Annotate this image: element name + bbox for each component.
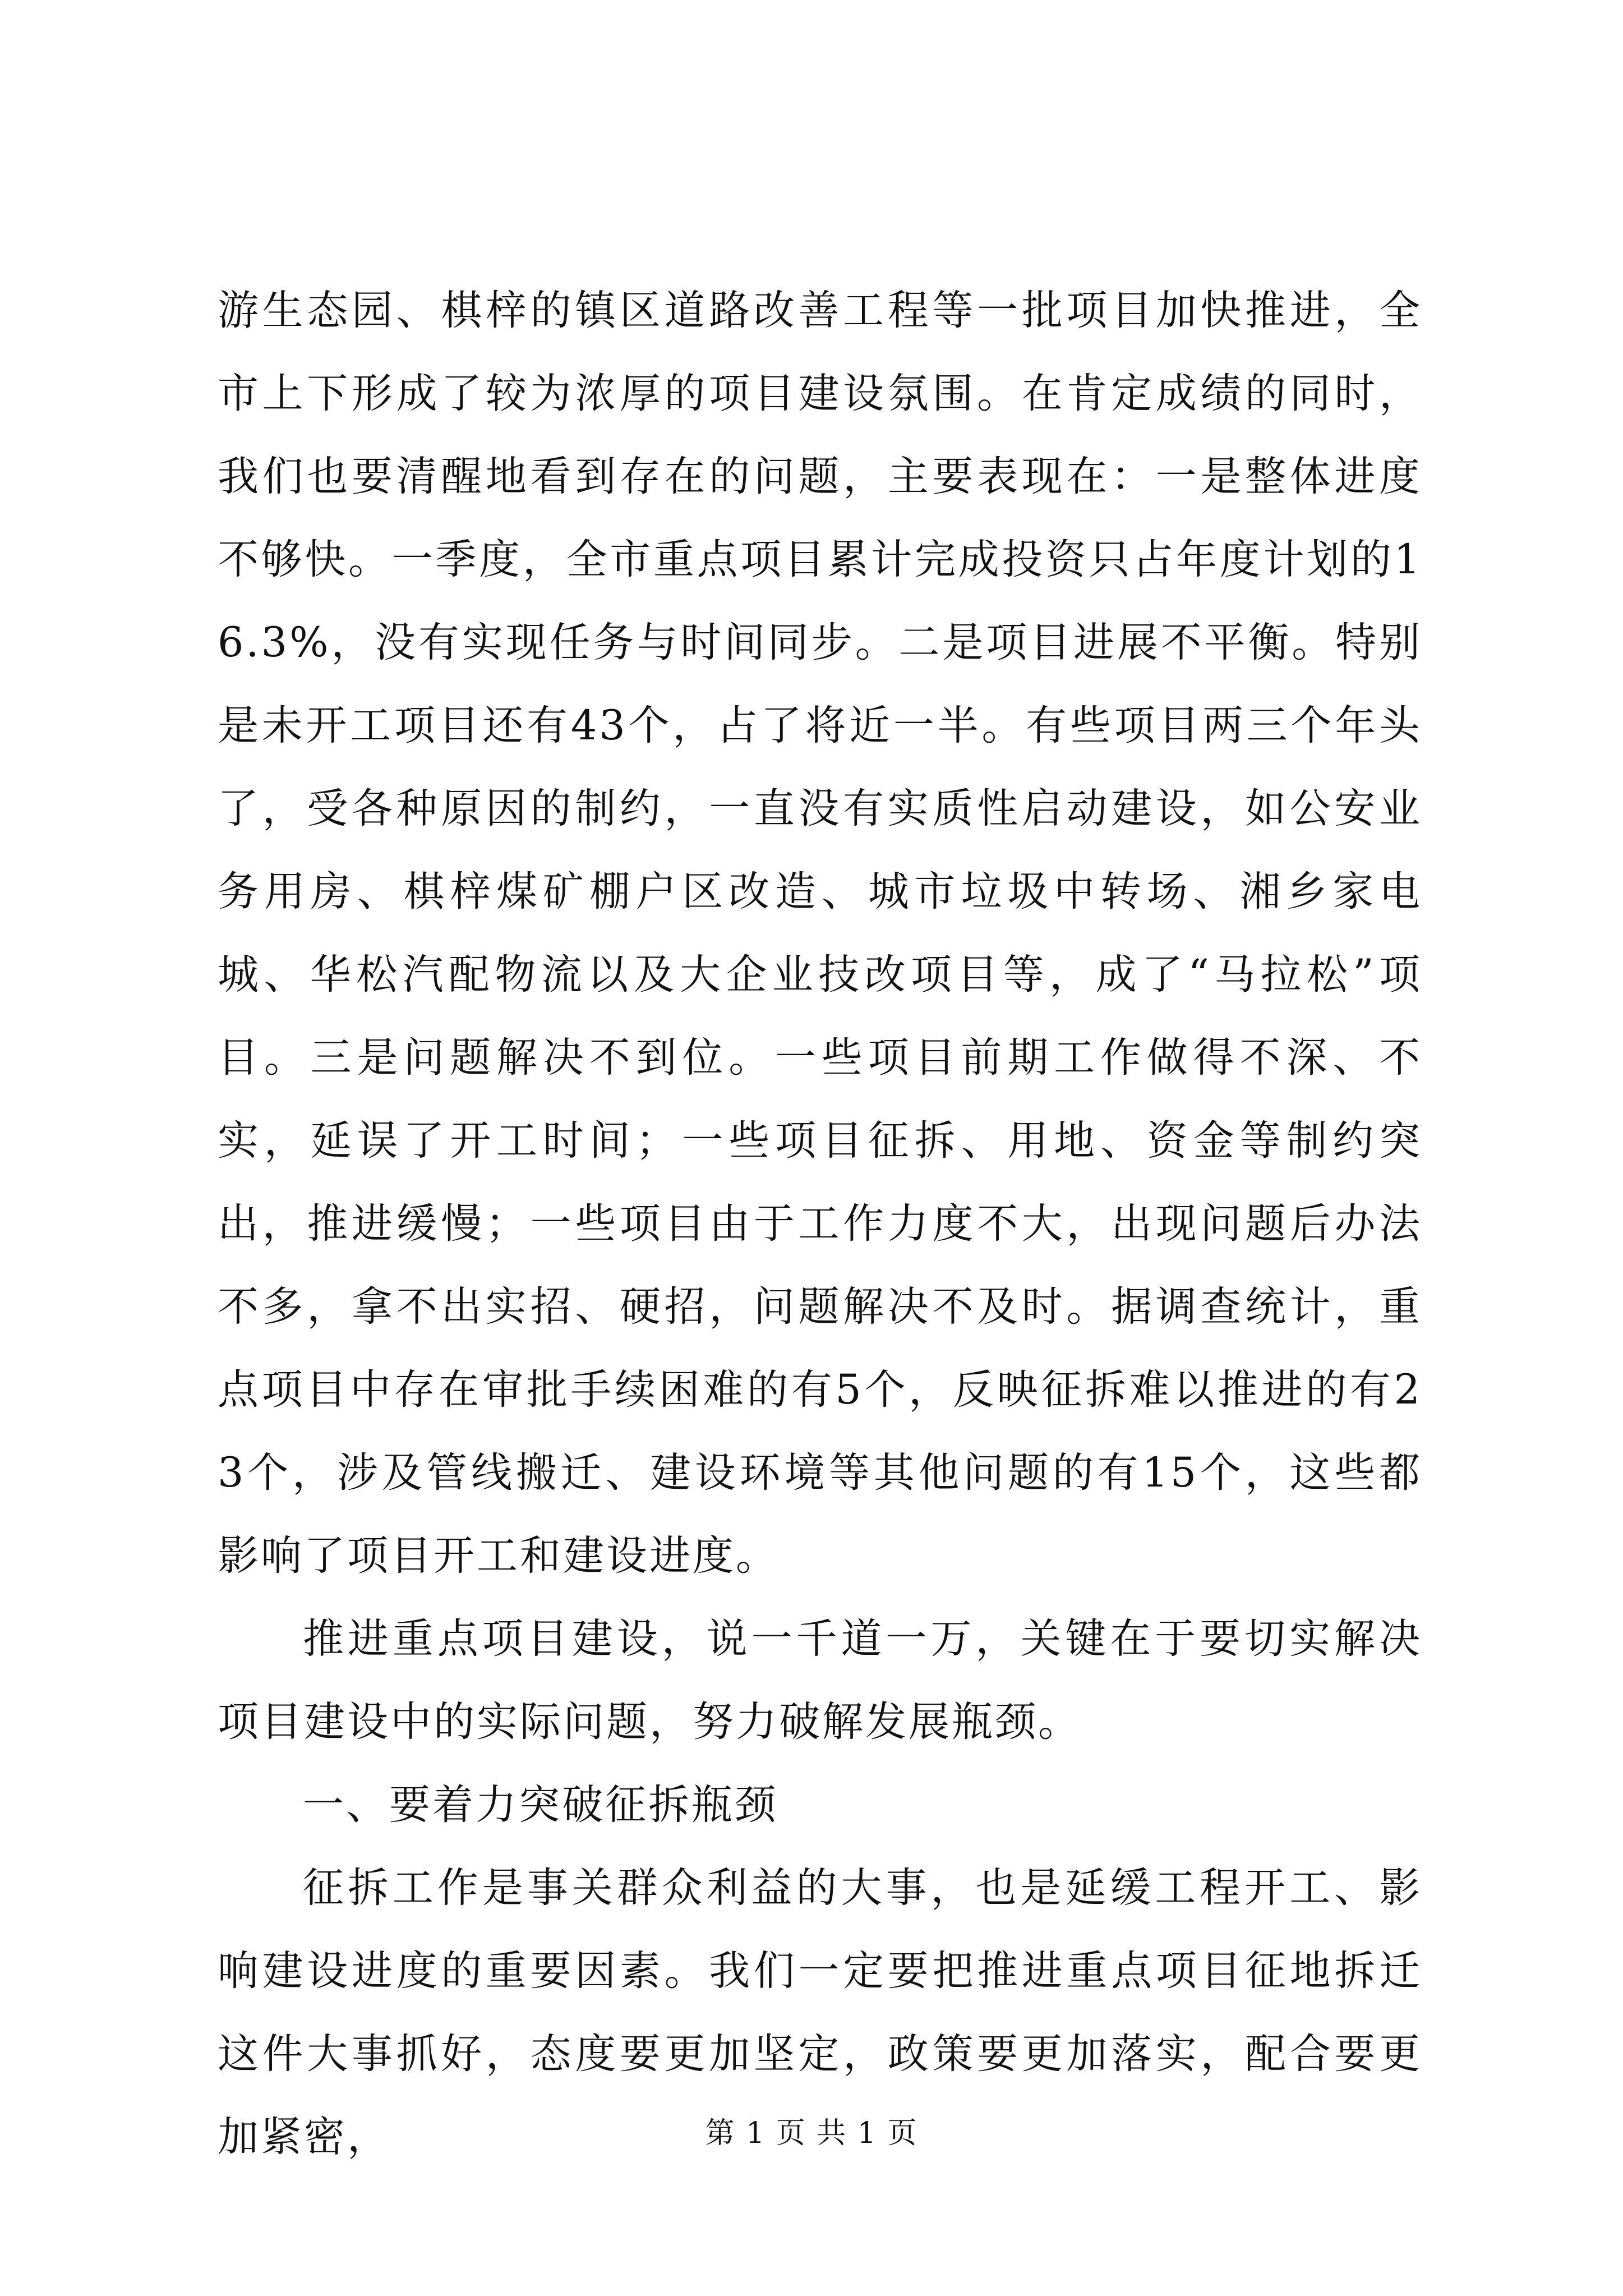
section-heading: 一、要着力突破征拆瓶颈 <box>303 1781 778 1829</box>
body-text <box>218 269 1422 2179</box>
paragraph-section-body: 征拆工作是事关群众利益的大事，也是延缓工程开工、影响建设进度的重要因素。我们一定要把推进重点项目征地拆迁这件大事抓好，态度要更加坚定，政策要更加落实，配合要更加紧密， <box>218 1864 1422 2161</box>
paragraph-intro: 推进重点项目建设，说一千道一万，关键在于要切实解决项目建设中的实际问题，努力破解发展瓶颈。 <box>218 1615 1422 1746</box>
paragraph-continuation: 游生态园、棋梓的镇区道路改善工程等一批项目加快推进，全市上下形成了较为浓厚的项目建设氛围。在肯定成绩的同时，我们也要清醒地看到存在的问题，主要表现在：一是整体进度不够快。一季度，全市重点项目累计完成投资只占年度计划的16.3%，没有实现任务与时间同步。二是项目进展不平衡。特别是未开工项目还有43个，占了将近一半。有些项目两三个年头了，受各种原因的制约，一直没有实质性启动建设，如公安业务用房、棋梓煤矿棚户区改造、城市垃圾中转场、湘乡家电城、华松汽配物流以及大企业技改项目等，成了“马拉松”项目。三是问题解决不到位。一些项目前期工作做得不深、不实，延误了开工时间；一些项目征拆、用地、资金等制约突出，推进缓慢；一些项目由于工作力度不大，出现问题后办法不多，拿不出实招、硬招，问题解决不及时。据调查统计，重点项目中存在审批手续困难的有5个，反映征拆难以推进的有23个，涉及管线搬迁、建设环境等其他问题的有15个，这些都影响了项目开工和建设进度。 <box>218 287 1422 1580</box>
page-footer: 第 1 页 共 1 页 <box>705 2116 918 2150</box>
